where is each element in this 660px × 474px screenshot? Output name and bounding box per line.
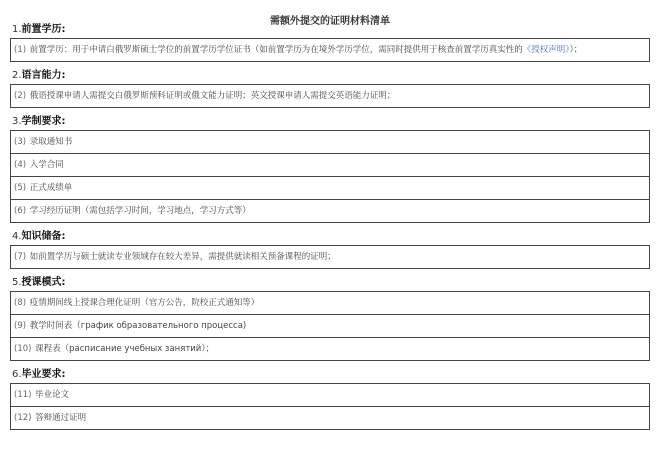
list-item <box>11 384 649 407</box>
section-number: 5. <box>12 277 22 288</box>
section-graduation-requirements <box>10 368 650 430</box>
list-item <box>11 315 649 338</box>
item-text: 课程表（расписание учебных занятий）； <box>35 344 215 354</box>
section-number: 6. <box>12 369 22 380</box>
item-marker: (6) <box>14 206 27 216</box>
section-number: 1. <box>12 24 22 35</box>
section-heading <box>12 276 650 290</box>
item-text: 正式成绩单 <box>29 183 73 193</box>
list-item <box>11 407 649 430</box>
item-text: 答辩通过证明 <box>35 413 87 423</box>
section-teaching-mode <box>10 276 650 361</box>
section-program-requirements <box>10 115 650 223</box>
item-box <box>10 130 650 223</box>
item-text: 学习经历证明（需包括学习时间，学习地点，学习方式等） <box>29 206 251 216</box>
item-marker: (12) <box>14 413 32 423</box>
item-text-tail: ）； <box>569 45 583 55</box>
list-item <box>11 292 649 315</box>
item-marker: (8) <box>14 298 27 308</box>
list-item <box>11 338 649 361</box>
item-box <box>10 245 650 269</box>
list-item <box>11 154 649 177</box>
item-text: 教学时间表（график образовательного процесса) <box>29 321 247 331</box>
item-text: 如前置学历与硕士就读专业领域存在较大差异，需提供就读相关预备课程的证明； <box>29 252 336 262</box>
item-text: 录取通知书 <box>29 137 73 147</box>
item-marker: (11) <box>14 390 32 400</box>
document-title: 需额外提交的证明材料清单 <box>270 16 390 27</box>
item-marker: (5) <box>14 183 27 193</box>
item-box <box>10 383 650 430</box>
section-name: 知识储备: <box>21 231 66 242</box>
item-marker: (4) <box>14 160 27 170</box>
section-number: 2. <box>12 70 22 81</box>
item-marker: (3) <box>14 137 27 147</box>
section-prior-education <box>10 23 650 62</box>
item-marker: (7) <box>14 252 27 262</box>
item-text: 疫情期间线上授课合理化证明（官方公告，院校正式通知等） <box>29 298 260 308</box>
list-item <box>11 39 649 62</box>
section-language-ability <box>10 69 650 108</box>
list-item <box>11 246 649 269</box>
item-text: 入学合同 <box>29 160 64 170</box>
authorization-statement-link[interactable]: 《授权声明》 <box>522 45 570 55</box>
section-knowledge-reserve <box>10 230 650 269</box>
section-heading <box>12 115 650 129</box>
item-text: 毕业论文 <box>35 390 70 400</box>
item-box <box>10 38 650 62</box>
item-text: 俄语授课申请人需提交白俄罗斯预科证明或俄文能力证明；英文授课申请人需提交英语能力证明； <box>29 91 396 101</box>
item-box <box>10 291 650 361</box>
item-box <box>10 84 650 108</box>
section-number: 4. <box>12 231 22 242</box>
section-number: 3. <box>12 116 22 127</box>
list-item <box>11 200 649 223</box>
section-heading <box>12 69 650 83</box>
section-heading <box>12 230 650 244</box>
section-name: 授课模式: <box>21 277 66 288</box>
section-name: 前置学历: <box>21 24 66 35</box>
section-heading <box>12 368 650 382</box>
section-name: 毕业要求: <box>21 369 66 380</box>
list-item <box>11 177 649 200</box>
item-marker: (9) <box>14 321 27 331</box>
list-item <box>11 131 649 154</box>
item-marker: (2) <box>14 91 27 101</box>
item-marker: (10) <box>14 344 32 354</box>
item-marker: (1) <box>14 45 27 55</box>
item-text: 前置学历：用于申请白俄罗斯硕士学位的前置学历学位证书（如前置学历为在境外学历学位，需同时提供用于核查前置学历真实性的 <box>29 45 523 55</box>
list-item <box>11 85 649 108</box>
section-name: 学制要求: <box>21 116 66 127</box>
section-name: 语言能力: <box>21 70 66 81</box>
